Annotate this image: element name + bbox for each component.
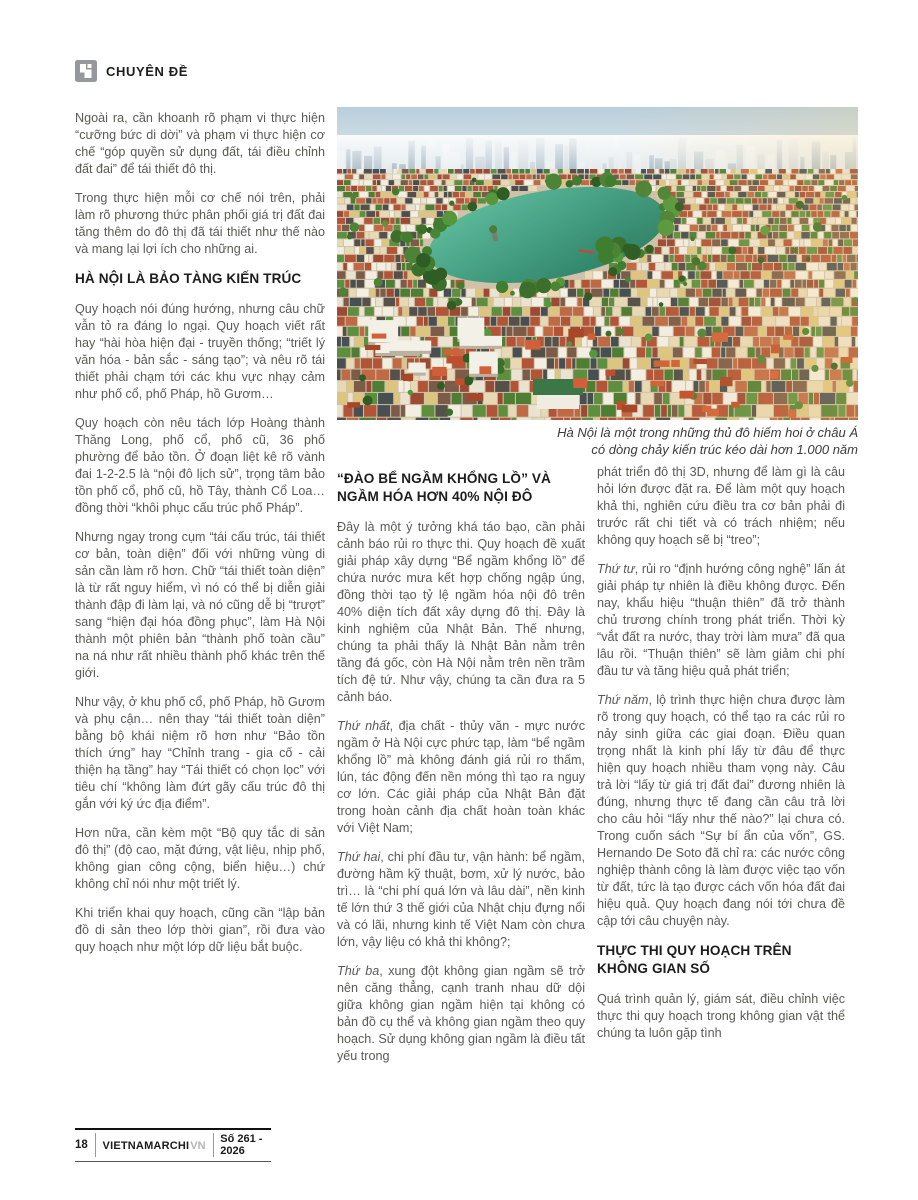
footer-divider [213, 1133, 214, 1157]
section-label: CHUYÊN ĐỀ [106, 63, 188, 79]
hanoi-aerial-photo-illustration [337, 107, 858, 420]
paragraph: Đây là một ý tưởng khá táo bạo, cần phải cảnh báo rủi ro thực thi. Quy hoạch đề xuất giải pháp xây dựng “Bể ngầm khổng lồ” để chứa nước mưa kết hợp chống ngập úng, đồng thời tạo tỷ lệ ngầm hóa nội đô trên 40% diện tích đất xây dựng đô thị. Đây là kinh nghiệm của Nhật Bản. Thế nhưng, chúng ta phải thấy là Nhật Bản nằm trên tầng đá gốc, còn Hà Nội nằm trên nền trầm tích đệ tứ. Như vậy, chúng ta cần đưa ra 5 cảnh báo. [337, 520, 585, 704]
paragraph: Quy hoạch còn nêu tách lớp Hoàng thành Thăng Long, phố cổ, phố cũ, 36 phố phường để bảo tồn. Ở đoạn liệt kê rõ vành đai 1-2-2.5 là “nội đô lịch sử”, trọng tâm bảo tồn phố cổ, phố cũ, hồ Tây, thành Cổ Loa… đồng thời “khôi phục cấu trúc phố Pháp”. [75, 416, 325, 515]
photo-caption [337, 425, 858, 458]
paragraph: Thứ năm, lộ trình thực hiện chưa được làm rõ trong quy hoạch, có thể tạo ra các rủi ro nảy sinh giữa các giai đoạn. Điều quan trọng nhất là kinh phí lấy từ đâu để thực hiện quy hoạch nhiều tham vọng này. Câu trả lời “lấy từ giá trị đất đai” đương nhiên là đúng, nhưng thực tế đang cần câu trả lời cho câu hỏi “lấy như thế nào?” lại chưa có. Trong cuốn sách “Sự bí ẩn của vốn”, GS. Hernando De Soto đã chỉ ra: các nước công nghiệp thành công là làm được việc tạo vốn từ đất, tức là tạo được cách vốn hóa đất đai hiệu quả. Quy hoạch đang nói tới chưa đề cập tới câu chuyện này. [597, 693, 845, 928]
magazine-logo-icon [75, 60, 97, 82]
paragraph: Thứ tư, rủi ro “định hướng công nghệ” lấn át giải pháp tự nhiên là điều không được. Đến nay, khẩu hiệu “thuận thiên” đã trở thành chủ trương chính trong phát triển. Thời kỳ “vắt đất ra nước, thay trời làm mưa” đã qua lâu rồi. “Thuận thiên” sẽ làm giảm chi phí đầu tư và tăng hiệu quả phát triển; [597, 562, 846, 678]
text-column-right [597, 464, 845, 1054]
section-heading: “ĐÀO BỂ NGẦM KHỔNG LỒ” VÀ NGẦM HÓA HƠN 40% NỘI ĐÔ [337, 471, 551, 504]
hanoi-aerial-photo [337, 107, 858, 420]
page-number: 18 [75, 1139, 88, 1151]
text-column-middle [337, 464, 585, 1077]
footer-brand-suffix: VN [190, 1140, 206, 1152]
paragraph: Hơn nữa, cần kèm một “Bộ quy tắc di sản đô thị” (độ cao, mặt đứng, vật liệu, nhịp phố, không gian công cộng, biển hiệu…) chứ không chỉ nói như một triết lý. [75, 826, 325, 891]
paragraph: Quy hoạch nói đúng hướng, nhưng câu chữ vẫn tỏ ra đáng lo ngại. Quy hoạch viết rất hay “hài hòa hiện đại - truyền thống; “triết lý văn hóa - bản sắc - sáng tạo”; và nêu rõ tái thiết phải chạm tới các khu vực nhạy cảm như phố cổ, phố Pháp, hồ Gươm… [75, 302, 325, 401]
paragraph: Khi triển khai quy hoạch, cũng cần “lập bản đồ di sản theo lớp thời gian”, rồi đưa vào quy hoạch như một lớp dữ liệu bắt buộc. [75, 906, 325, 954]
paragraph: Thứ ba, xung đột không gian ngầm sẽ trở nên căng thẳng, cạnh tranh nhau dữ dội giữa không gian ngầm hiện tại không có bản đồ cụ thể và không gian ngầm theo quy hoạch. Sử dụng không gian ngầm là điều tất yếu trong [337, 964, 585, 1063]
paragraph: Quá trình quản lý, giám sát, điều chỉnh việc thực thi quy hoạch trong không gian vật thể chúng ta luôn gặp tình [597, 992, 845, 1040]
paragraph: Như vậy, ở khu phố cổ, phố Pháp, hồ Gươm và phụ cận… nên thay “tái thiết toàn diện” bằng bộ khái niệm rõ hơn như “Bảo tồn thích ứng” hay “Chỉnh trang - gia cố - cải thiện hạ tầng” hay “Tái thiết có chọn lọc” với tiêu chí “không làm đứt gãy cấu trúc đô thị gắn với ký ức địa điểm”. [75, 695, 325, 811]
paragraph: phát triển đô thị 3D, nhưng để làm gì là câu hỏi lớn được đặt ra. Để làm một quy hoạch khả thi, nghiên cứu điều tra cơ bản phải đi trước rất chi tiết và có trách nhiệm; nếu không quy hoạch sẽ bị “treo”; [597, 465, 845, 547]
photo-caption-line2: có dòng chảy kiến trúc kéo dài hơn 1.000 năm [591, 441, 858, 457]
paragraph: Thứ hai, chi phí đầu tư, vận hành: bể ngầm, đường hầm kỹ thuật, bơm, xử lý nước, bảo trì… là “chi phí quá lớn và lâu dài”, nền kinh tế lớn thứ 3 thế giới của Nhật chịu đựng nổi và có lãi, nhưng kinh tế Việt Nam còn chưa lớn, vậy liệu có khả thi không?; [337, 850, 585, 949]
paragraph: Ngoài ra, cần khoanh rõ phạm vi thực hiện “cưỡng bức di dời” và phạm vi thực hiện cơ chế “góp quyền sử dụng đất, tái điều chỉnh đất đai” để tái thiết đô thị. [75, 111, 325, 176]
paragraph: Trong thực hiện mỗi cơ chế nói trên, phải làm rõ phương thức phân phối giá trị đất đai tăng thêm do đô thị đã tái thiết như thế nào và mang lại lợi ích cho những ai. [75, 191, 325, 256]
section-heading: THỰC THI QUY HOẠCH TRÊN KHÔNG GIAN SỐ [597, 943, 792, 976]
section-heading: HÀ NỘI LÀ BẢO TÀNG KIẾN TRÚC [75, 271, 302, 286]
paragraph: Thứ nhất, địa chất - thủy văn - mực nước ngầm ở Hà Nội cực phức tạp, làm “bể ngầm khổng lồ” mà không đánh giá rủi ro thấm, lún, tác động đến nền móng thì tạo ra nguy cơ lớn. Các giải pháp của Nhật Bản đặt trong hoàn cảnh địa chất hoàn toàn khác với Việt Nam; [337, 719, 585, 835]
footer-divider [95, 1133, 96, 1157]
footer-brand: VIETNAMARCHI [102, 1140, 190, 1152]
footer-issue: Số 261 - 2026 [220, 1133, 263, 1157]
page-footer [75, 1128, 271, 1162]
text-column-left [75, 110, 325, 968]
photo-caption-line1: Hà Nội là một trong những thủ đô hiếm hoi ở châu Á [557, 425, 858, 440]
paragraph: Nhưng ngay trong cụm “tái cấu trúc, tái thiết cơ bản, toàn diện” đối với những vùng di sản cần làm rõ hơn. Chữ “tái thiết toàn diện” là từ rất nguy hiểm, vì nó có thể bị diễn giải thành đập đi làm lại, và nó cũng dễ bị “trượt” sang “hiện đại hóa đồng phục”, làm Hà Nội thành một phiên bản “thành phố toàn cầu” na ná như rất nhiều thành phố khác trên thế giới. [75, 530, 325, 680]
section-kicker [75, 60, 188, 82]
